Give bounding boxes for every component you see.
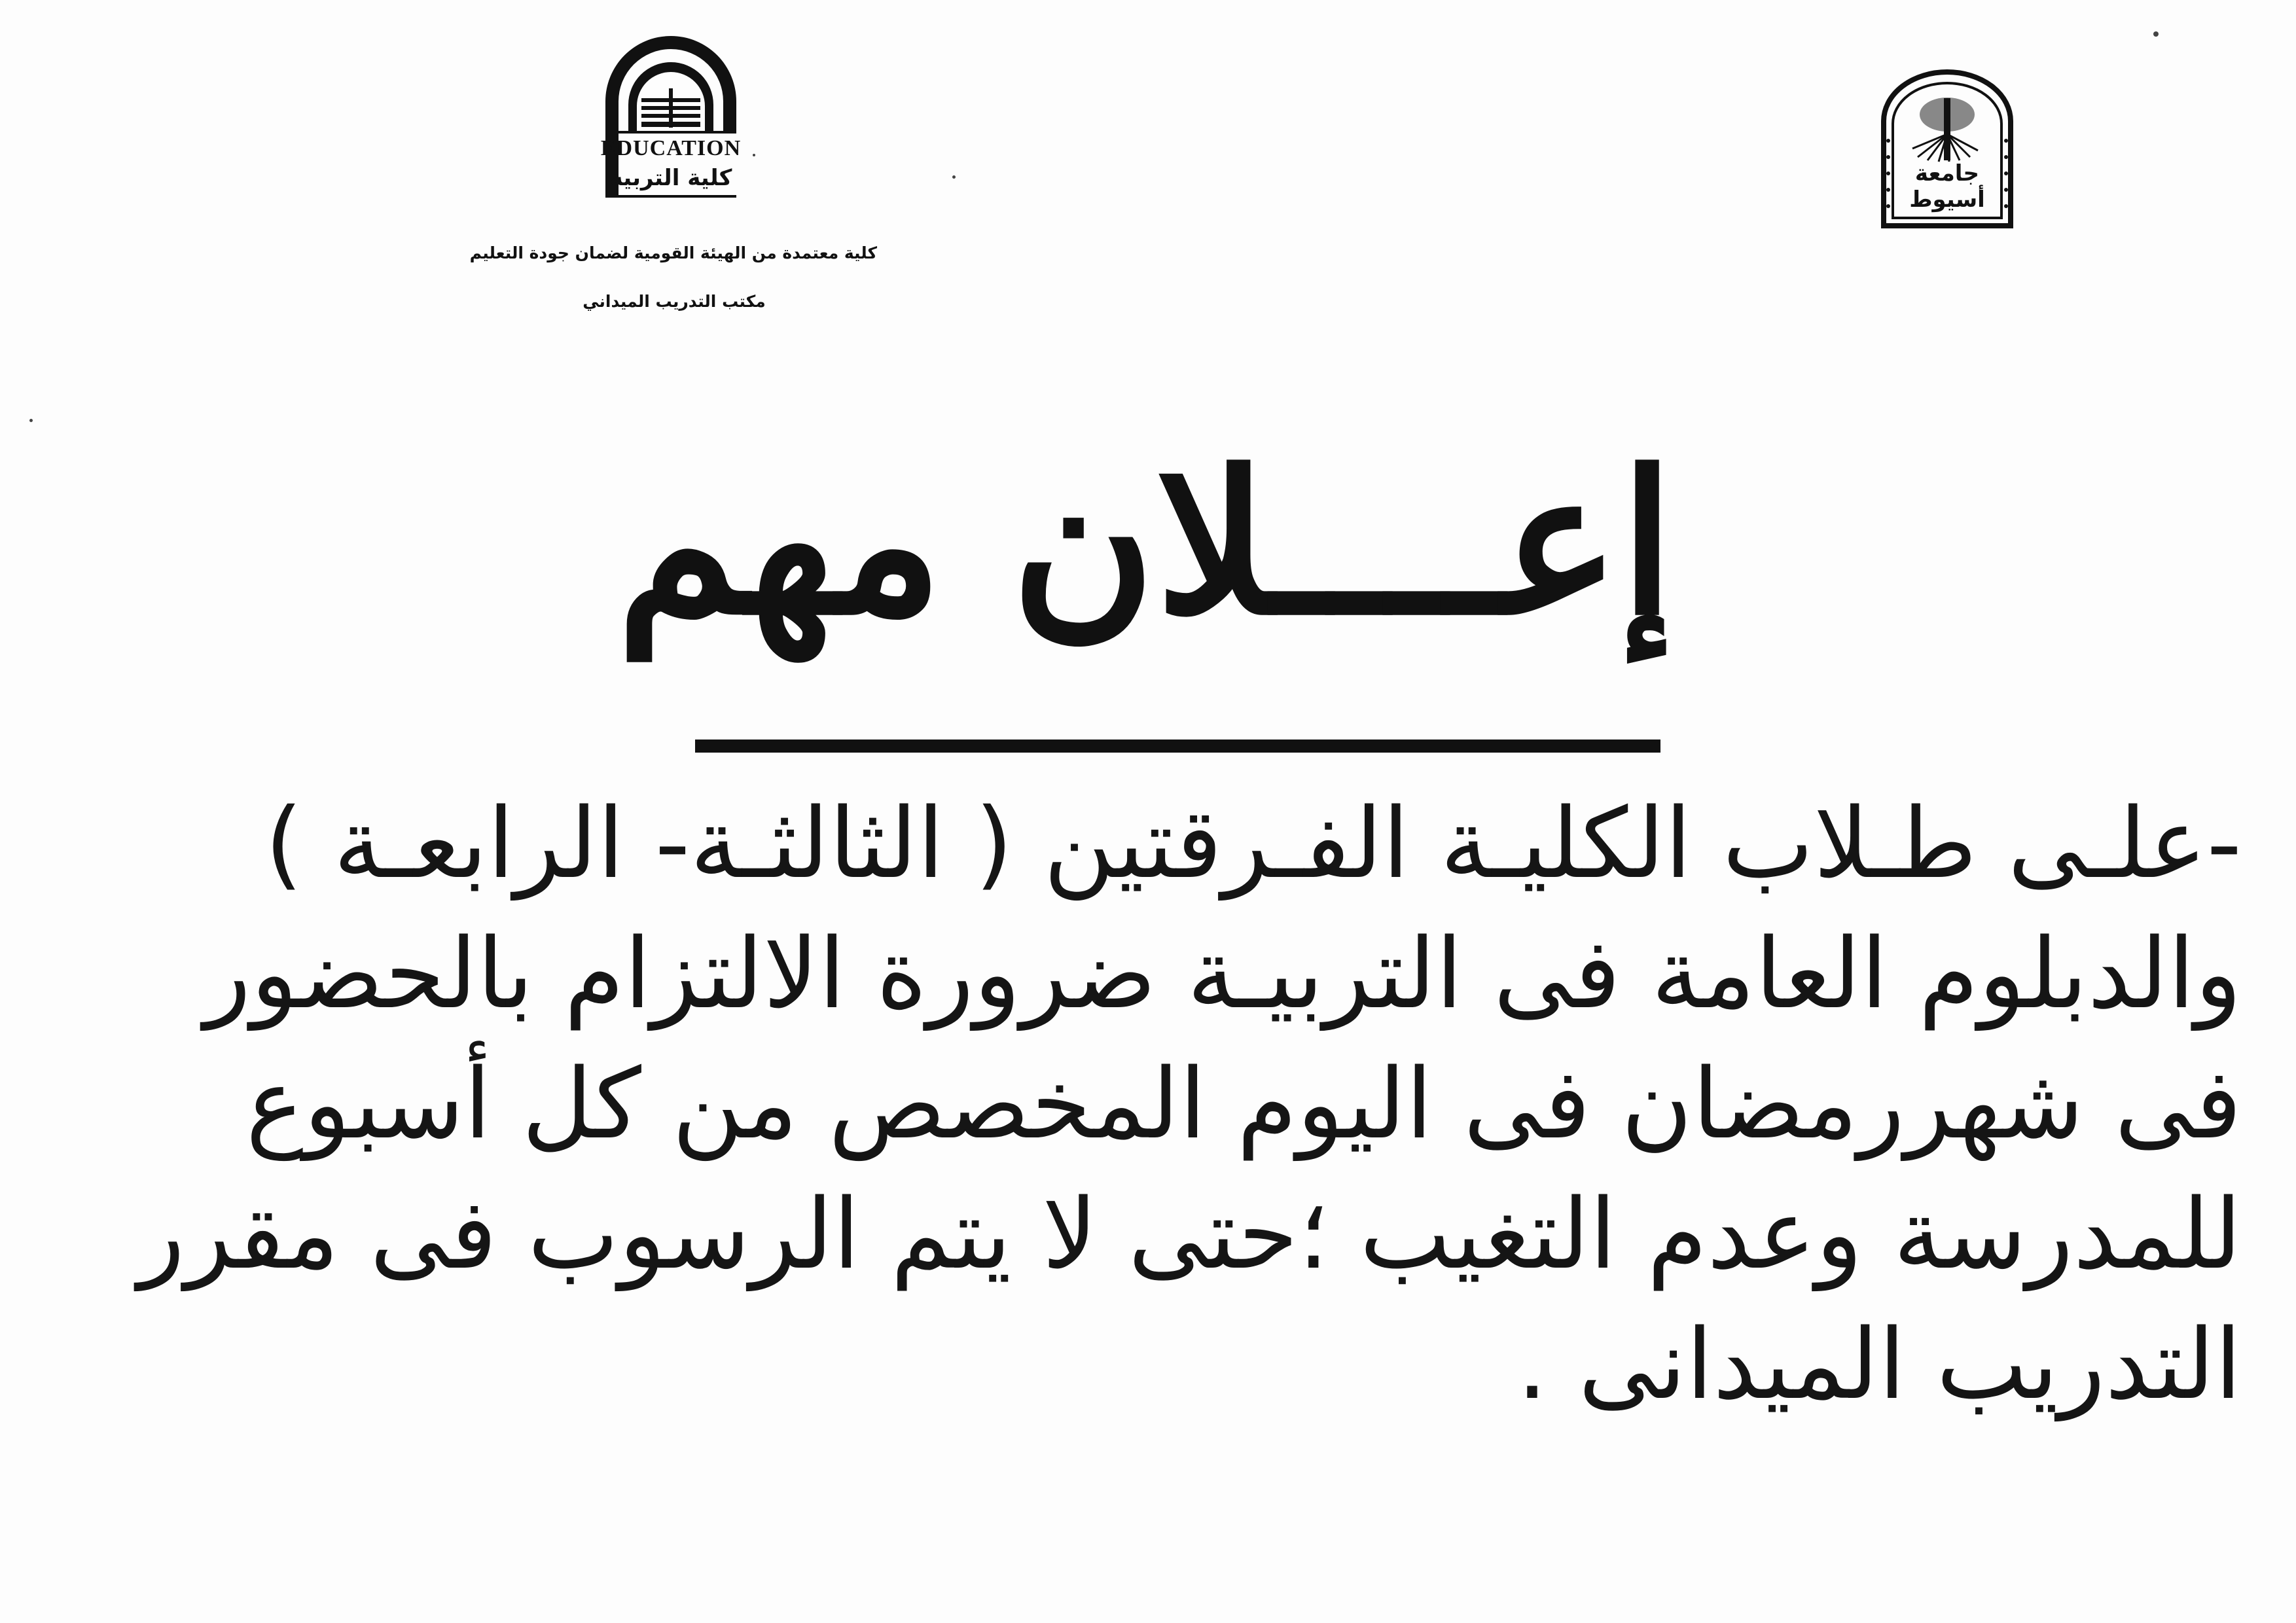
scan-speck (29, 419, 33, 422)
announcement-title: إعــــلان مهم (616, 427, 1675, 658)
body-line-1: -علـى طـلاب الكليـة الفـرقتين ( الثالثـة- الرابعـة ) (264, 787, 2242, 900)
scan-speck (753, 154, 755, 156)
title-underline (695, 740, 1660, 753)
body-line-5: التدريب الميدانى . (1516, 1308, 2242, 1421)
assiut-university-logo (1878, 69, 2016, 229)
university-name-line2: أسيوط (1909, 187, 1985, 213)
body-line-3: فى شهررمضان فى اليوم المخصص من كل أسبوع (245, 1048, 2242, 1160)
field-training-office: مكتب التدريب الميداني (583, 292, 766, 311)
education-logo-arabic: كلية التربية (609, 165, 732, 191)
scan-speck (952, 175, 956, 179)
accreditation-line: كلية معتمدة من الهيئة القومية لضمان جودة التعليم (469, 243, 877, 262)
university-name-line1: جامعة (1914, 160, 1980, 187)
body-line-2: والدبلوم العامة فى التربيـة ضرورة الالتزام بالحضور (204, 918, 2242, 1030)
faculty-of-education-logo (592, 26, 749, 203)
education-logo-english: EDUCATION (600, 136, 742, 160)
university-name (1897, 160, 1998, 213)
body-line-4: للمدرسة وعدم التغيب ؛حتى لا يتم الرسوب فى مقرر (137, 1178, 2242, 1291)
announcement-body (62, 779, 2242, 1430)
scan-speck (2153, 31, 2159, 37)
